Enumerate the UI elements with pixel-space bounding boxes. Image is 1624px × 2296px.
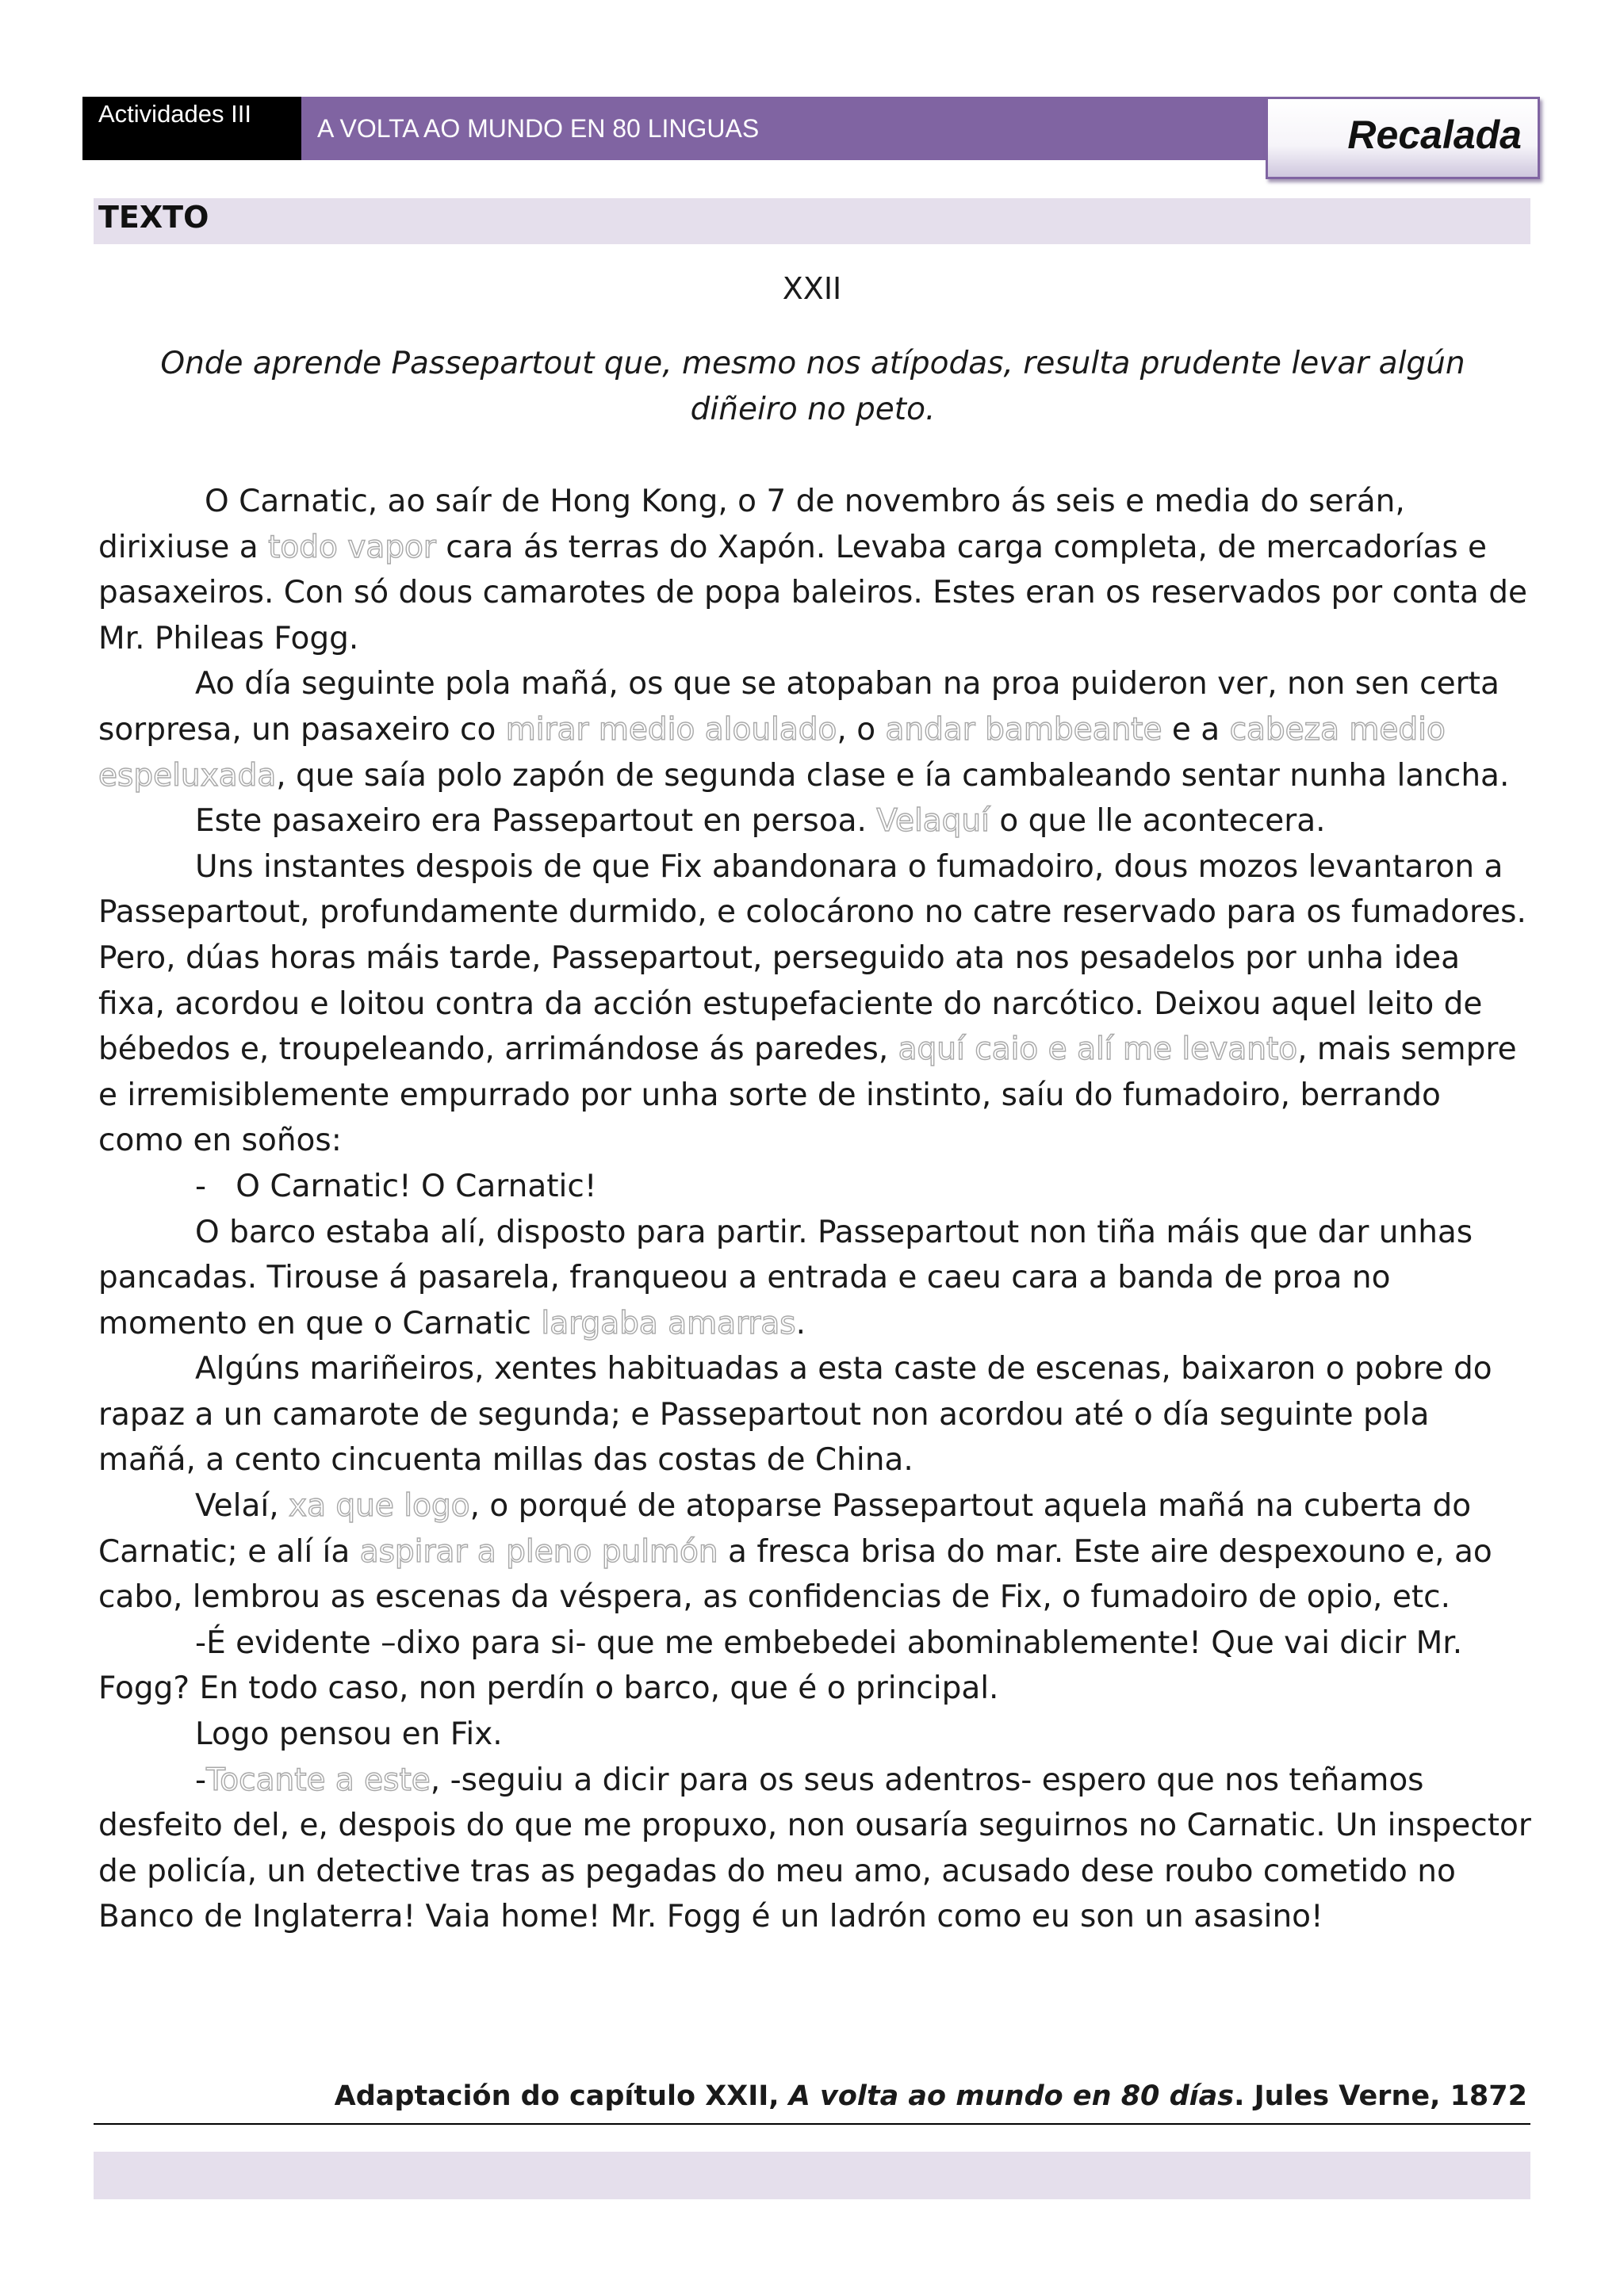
highlighted-expression: andar bambeante — [885, 711, 1162, 748]
paragraph: Ao día seguinte pola mañá, os que se atopaban na proa puideron ver, non sen certa sorpresa, un pasaxeiro co mirar medio aloulado, o andar bambeante e a cabeza medio espeluxada, que saía polo zapón de segunda clase e ía cambaleando sentar nunha lancha. — [98, 666, 1510, 794]
paragraph: O barco estaba alí, disposto para partir. Passepartout non tiña máis que dar unhas pancadas. Tirouse á pasarela, franqueou a entrada e caeu cara a banda de proa no momento en que o Carnatic largaba amarras. — [98, 1214, 1473, 1341]
highlighted-expression: cabeza medio espeluxada — [98, 711, 1446, 794]
highlighted-expression: aspirar a pleno pulmón — [359, 1533, 718, 1570]
highlighted-expression: mirar medio aloulado — [505, 711, 837, 748]
section-heading: TEXTO — [94, 198, 1530, 244]
highlighted-expression: xa que logo — [289, 1488, 470, 1525]
recalada-badge: Recalada — [1266, 97, 1540, 179]
footer-bar — [94, 2152, 1530, 2199]
divider — [94, 2123, 1530, 2125]
highlighted-expression: Tocante a este — [206, 1762, 431, 1798]
paragraph: Este pasaxeiro era Passepartout en persoa. Velaquí o que lle acontecera. — [195, 803, 1326, 840]
highlighted-expression: Velaquí — [876, 803, 990, 840]
paragraph: O Carnatic, ao saír de Hong Kong, o 7 de novembro ás seis e media do serán, dirixiuse a todo vapor cara ás terras do Xapón. Levaba carga completa, de mercadorías e pasaxeiros. Con só dous camarotes de popa baleiros. Estes eran os reservados por conta de Mr. Phileas Fogg. — [98, 484, 1527, 656]
paragraph: Uns instantes despois de que Fix abandonara o fumadoiro, dous mozos levantaron a Passepartout, profundamente durmido, e colocárono no catre reservado para os fumadores. Pero, dúas horas máis tarde, Passepartout, perseguido ata nos pesadelos por unha idea fixa, acordou e loitou contra da acción estupefaciente do narcótico. Deixou aquel leito de bébedos e, troupeleando, arrimándose ás paredes, aquí caio e alí me levanto, mais sempre e irremisiblemente empurrado por unha sorte de instinto, saíu do fumadoiro, berrando como en soños: — [98, 848, 1526, 1159]
chapter-number: XXII — [782, 271, 842, 306]
highlighted-expression: todo vapor — [268, 529, 436, 565]
chapter-subtitle: Onde aprende Passepartout que, mesmo nos atípodas, resulta prudente levar algún diñeiro no peto. — [160, 346, 1465, 427]
paragraph: -Tocante a este, -seguiu a dicir para os seus adentros- espero que nos teñamos desfeito del, e, despois do que me propuxo, non ousaría seguirnos no Carnatic. Un inspector de policía, un detective tras as pegadas do meu amo, acusado dese roubo cometido no Banco de Inglaterra! Vaia home! Mr. Fogg é un ladrón como eu son un asasino! — [98, 1762, 1531, 1935]
highlighted-expression: largaba amarras — [541, 1305, 796, 1341]
paragraph: -É evidente –dixo para si- que me embebedei abominablemente! Que vai dicir Mr. Fogg? En todo caso, non perdín o barco, que é o principal. — [98, 1624, 1463, 1707]
paragraph: Logo pensou en Fix. — [195, 1716, 503, 1753]
paragraph: Velaí, xa que logo, o porqué de atoparse Passepartout aquela mañá na cuberta do Carnatic; e alí ía aspirar a pleno pulmón a fresca brisa do mar. Este aire despexouno e, ao cabo, lembrou as escenas da véspera, as confidencias de Fix, o fumadoiro de opio, etc. — [98, 1488, 1492, 1616]
dialogue-line: - O Carnatic! O Carnatic! — [195, 1168, 597, 1204]
header-title: A VOLTA AO MUNDO EN 80 LINGUAS — [301, 97, 1267, 160]
book-title: A volta ao mundo en 80 días — [788, 2080, 1235, 2112]
highlighted-expression: aquí caio e alí me levanto — [898, 1031, 1298, 1068]
series-label: Actividades III — [82, 97, 301, 160]
paragraph: Algúns mariñeiros, xentes habituadas a esta caste de escenas, baixaron o pobre do rapaz a un camarote de segunda; e Passepartout non acordou até o día seguinte pola mañá, a cento cincuenta millas das costas de China. — [98, 1351, 1492, 1479]
story-text — [98, 479, 1535, 1940]
source-citation: Adaptación do capítulo XXII, A volta ao mundo en 80 días. Jules Verne, 1872 — [334, 2080, 1527, 2112]
